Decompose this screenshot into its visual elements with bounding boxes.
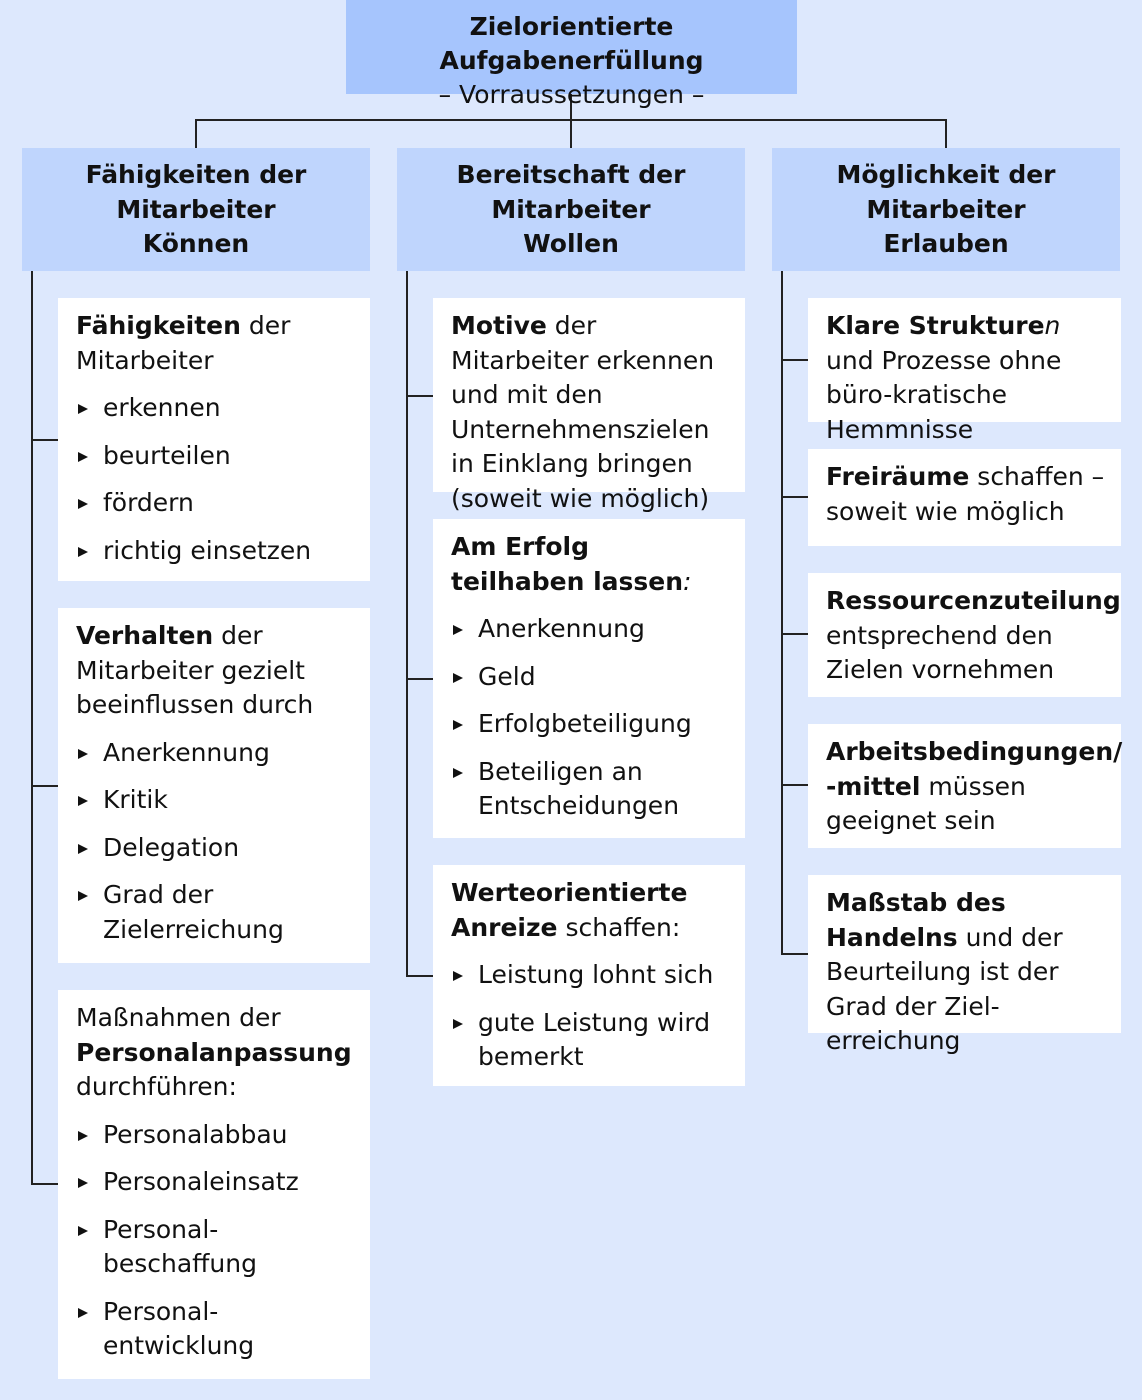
header-line: Mitarbeiter bbox=[116, 194, 276, 224]
card-ressourcen bbox=[808, 573, 1121, 697]
branch bbox=[781, 359, 808, 361]
list-item: Personal-beschaffung bbox=[76, 1213, 356, 1282]
branch bbox=[406, 678, 433, 680]
card-text: Verhalten der Mitarbeiter gezielt beeinflussen durch bbox=[76, 621, 314, 719]
list-item: Delegation bbox=[76, 831, 356, 866]
card-strukturen bbox=[808, 298, 1121, 444]
card-text: Fähigkeiten der Mitarbeiter bbox=[76, 311, 291, 375]
branch bbox=[781, 784, 808, 786]
connector-horizontal bbox=[195, 119, 947, 121]
card-text: Arbeitsbedingungen/ -mittel müssen geeignet sein bbox=[826, 737, 1123, 835]
card-text: Werteorientierte Anreize schaffen: bbox=[451, 878, 688, 942]
list-item: Kritik bbox=[76, 783, 356, 818]
header-line: Mitarbeiter bbox=[866, 194, 1026, 224]
branch bbox=[781, 953, 808, 955]
spine-col3 bbox=[781, 271, 783, 955]
card-erfolg bbox=[433, 519, 745, 838]
header-line: Wollen bbox=[523, 229, 619, 258]
branch bbox=[406, 975, 433, 977]
root-subtitle: – Vorraussetzungen – bbox=[438, 80, 705, 109]
list-item: erkennen bbox=[76, 391, 356, 426]
spine-col2 bbox=[406, 271, 408, 977]
list-item: Beteiligen an Entscheidungen bbox=[451, 755, 731, 824]
branch bbox=[31, 439, 58, 441]
card-massstab bbox=[808, 875, 1121, 1055]
header-line: Fähigkeiten der bbox=[85, 160, 307, 189]
card-text: Maßnahmen der Personalanpassung durchführen: bbox=[76, 1003, 352, 1101]
list-item: Erfolgbeteiligung bbox=[451, 707, 731, 742]
branch bbox=[31, 1183, 58, 1185]
list-item: richtig einsetzen bbox=[76, 534, 356, 569]
root-title: Zielorientierte Aufgabenerfüllung bbox=[439, 12, 704, 75]
card-motive bbox=[433, 298, 745, 513]
card-personalanpassung bbox=[58, 990, 370, 1379]
branch bbox=[781, 633, 808, 635]
header-erlauben bbox=[772, 148, 1120, 271]
spine-col1 bbox=[31, 271, 33, 1185]
header-line: Möglichkeit der bbox=[836, 160, 1056, 189]
root-node bbox=[346, 0, 797, 109]
header-line: Können bbox=[142, 229, 250, 258]
list-item: beurteilen bbox=[76, 439, 356, 474]
card-text: Am Erfolg teilhaben lassen: bbox=[451, 532, 692, 596]
header-wollen bbox=[397, 148, 745, 271]
card-text: Maßstab des Handelns und der Beurteilung ist der Grad der Ziel-erreichung bbox=[826, 888, 1063, 1055]
list-item: fördern bbox=[76, 486, 356, 521]
card-faehigkeiten bbox=[58, 298, 370, 581]
branch bbox=[781, 496, 808, 498]
list-item: Anerkennung bbox=[451, 612, 731, 647]
list-item: Anerkennung bbox=[76, 736, 356, 771]
list-item: Personaleinsatz bbox=[76, 1165, 356, 1200]
card-arbeitsbedingungen bbox=[808, 724, 1121, 848]
header-koennen bbox=[22, 148, 370, 271]
header-line: Erlauben bbox=[883, 229, 1009, 258]
card-text: Motive der Mitarbeiter erkennen und mit den Unternehmenszielen in Einklang bringen (soweit wie möglich) bbox=[451, 311, 715, 513]
list-item: gute Leistung wird bemerkt bbox=[451, 1006, 731, 1075]
branch bbox=[31, 785, 58, 787]
branch bbox=[406, 395, 433, 397]
list-item: Grad der Zielerreichung bbox=[76, 878, 356, 947]
list-item: Leistung lohnt sich bbox=[451, 958, 731, 993]
list-item: Personalabbau bbox=[76, 1118, 356, 1153]
card-text: Klare Strukturen und Prozesse ohne büro-kratische Hemmnisse bbox=[826, 311, 1062, 444]
connector-left bbox=[195, 119, 197, 148]
header-line: Mitarbeiter bbox=[491, 194, 651, 224]
card-anreize bbox=[433, 865, 745, 1086]
card-freiraeume bbox=[808, 449, 1121, 546]
list-item: Geld bbox=[451, 660, 731, 695]
connector-right bbox=[945, 119, 947, 148]
header-line: Bereitschaft der bbox=[456, 160, 686, 189]
list-item: Personal-entwicklung bbox=[76, 1295, 356, 1364]
card-text: Freiräume schaffen – soweit wie möglich bbox=[826, 462, 1105, 526]
card-verhalten bbox=[58, 608, 370, 963]
card-text: Ressourcenzuteilung entsprechend den Zielen vornehmen bbox=[826, 586, 1121, 684]
